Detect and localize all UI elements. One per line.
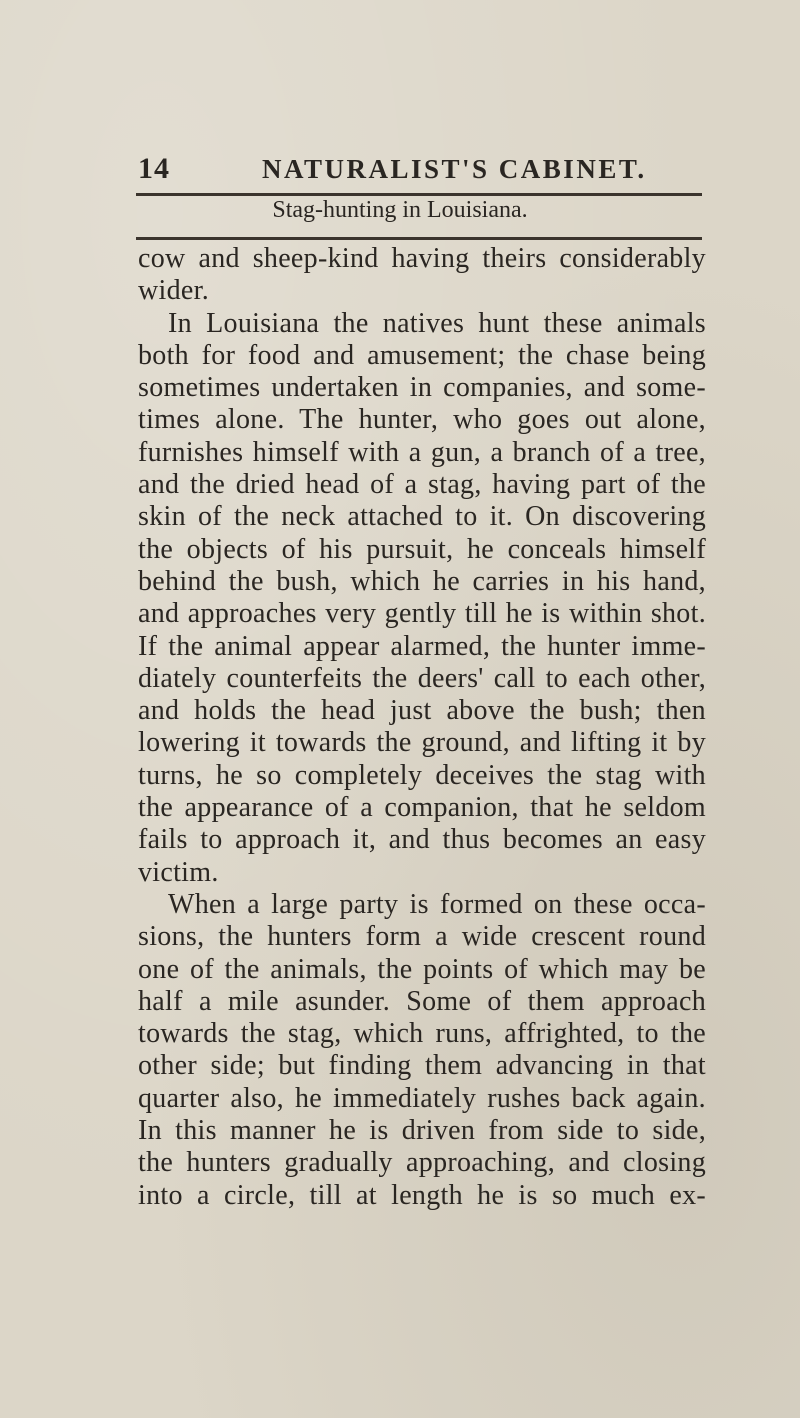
header-rule-top: [136, 193, 702, 196]
header-rule-bottom: [136, 237, 702, 240]
text-line: cow and sheep-kind having theirs considerably: [138, 243, 706, 274]
text-line: sometimes undertaken in companies, and some-: [138, 372, 706, 404]
text-line: lowering it towards the ground, and lifting it by: [138, 727, 706, 759]
text-line: other side; but finding them advancing in that: [138, 1050, 706, 1082]
text-line: If the animal appear alarmed, the hunter imme-: [138, 630, 706, 662]
running-head: [138, 152, 738, 188]
text-line: half a mile asunder. Some of them approach: [138, 985, 706, 1017]
text-line: victim.: [138, 856, 219, 888]
page-number: 14: [138, 152, 170, 185]
text-line: In this manner he is driven from side to side,: [138, 1115, 706, 1147]
text-line: both for food and amusement; the chase being: [138, 339, 706, 371]
text-line: and holds the head just above the bush; then: [138, 695, 706, 727]
text-line: and the dried head of a stag, having part of the: [138, 469, 706, 501]
text-line: the objects of his pursuit, he conceals himself: [138, 533, 706, 565]
text-line: furnishes himself with a gun, a branch of a tree,: [138, 436, 706, 468]
text-line: into a circle, till at length he is so much ex-: [138, 1179, 706, 1211]
text-line: the appearance of a companion, that he seldom: [138, 792, 706, 824]
body-text: [138, 243, 706, 1212]
text-line: the hunters gradually approaching, and closing: [138, 1147, 706, 1179]
text-line: quarter also, he immediately rushes back again.: [138, 1082, 706, 1114]
text-line: one of the animals, the points of which may be: [138, 953, 706, 985]
text-line: times alone. The hunter, who goes out alone,: [138, 404, 706, 436]
text-line: In Louisiana the natives hunt these animals: [168, 307, 706, 339]
text-line: turns, he so completely deceives the stag with: [138, 759, 706, 791]
running-title: NATURALIST'S CABINET.: [262, 154, 647, 184]
text-line: and approaches very gently till he is within shot.: [138, 598, 706, 630]
text-line: diately counterfeits the deers' call to each other,: [138, 662, 706, 694]
text-line: fails to approach it, and thus becomes an easy: [138, 824, 706, 856]
text-line: sions, the hunters form a wide crescent round: [138, 921, 706, 953]
section-title: Stag-hunting in Louisiana.: [272, 197, 528, 223]
text-line: towards the stag, which runs, affrighted, to the: [138, 1018, 706, 1050]
text-line: behind the bush, which he carries in his hand,: [138, 565, 706, 597]
text-line: wider.: [138, 275, 210, 307]
text-line: When a large party is formed on these occa-: [168, 888, 706, 920]
text-line: skin of the neck attached to it. On discovering: [138, 501, 706, 533]
